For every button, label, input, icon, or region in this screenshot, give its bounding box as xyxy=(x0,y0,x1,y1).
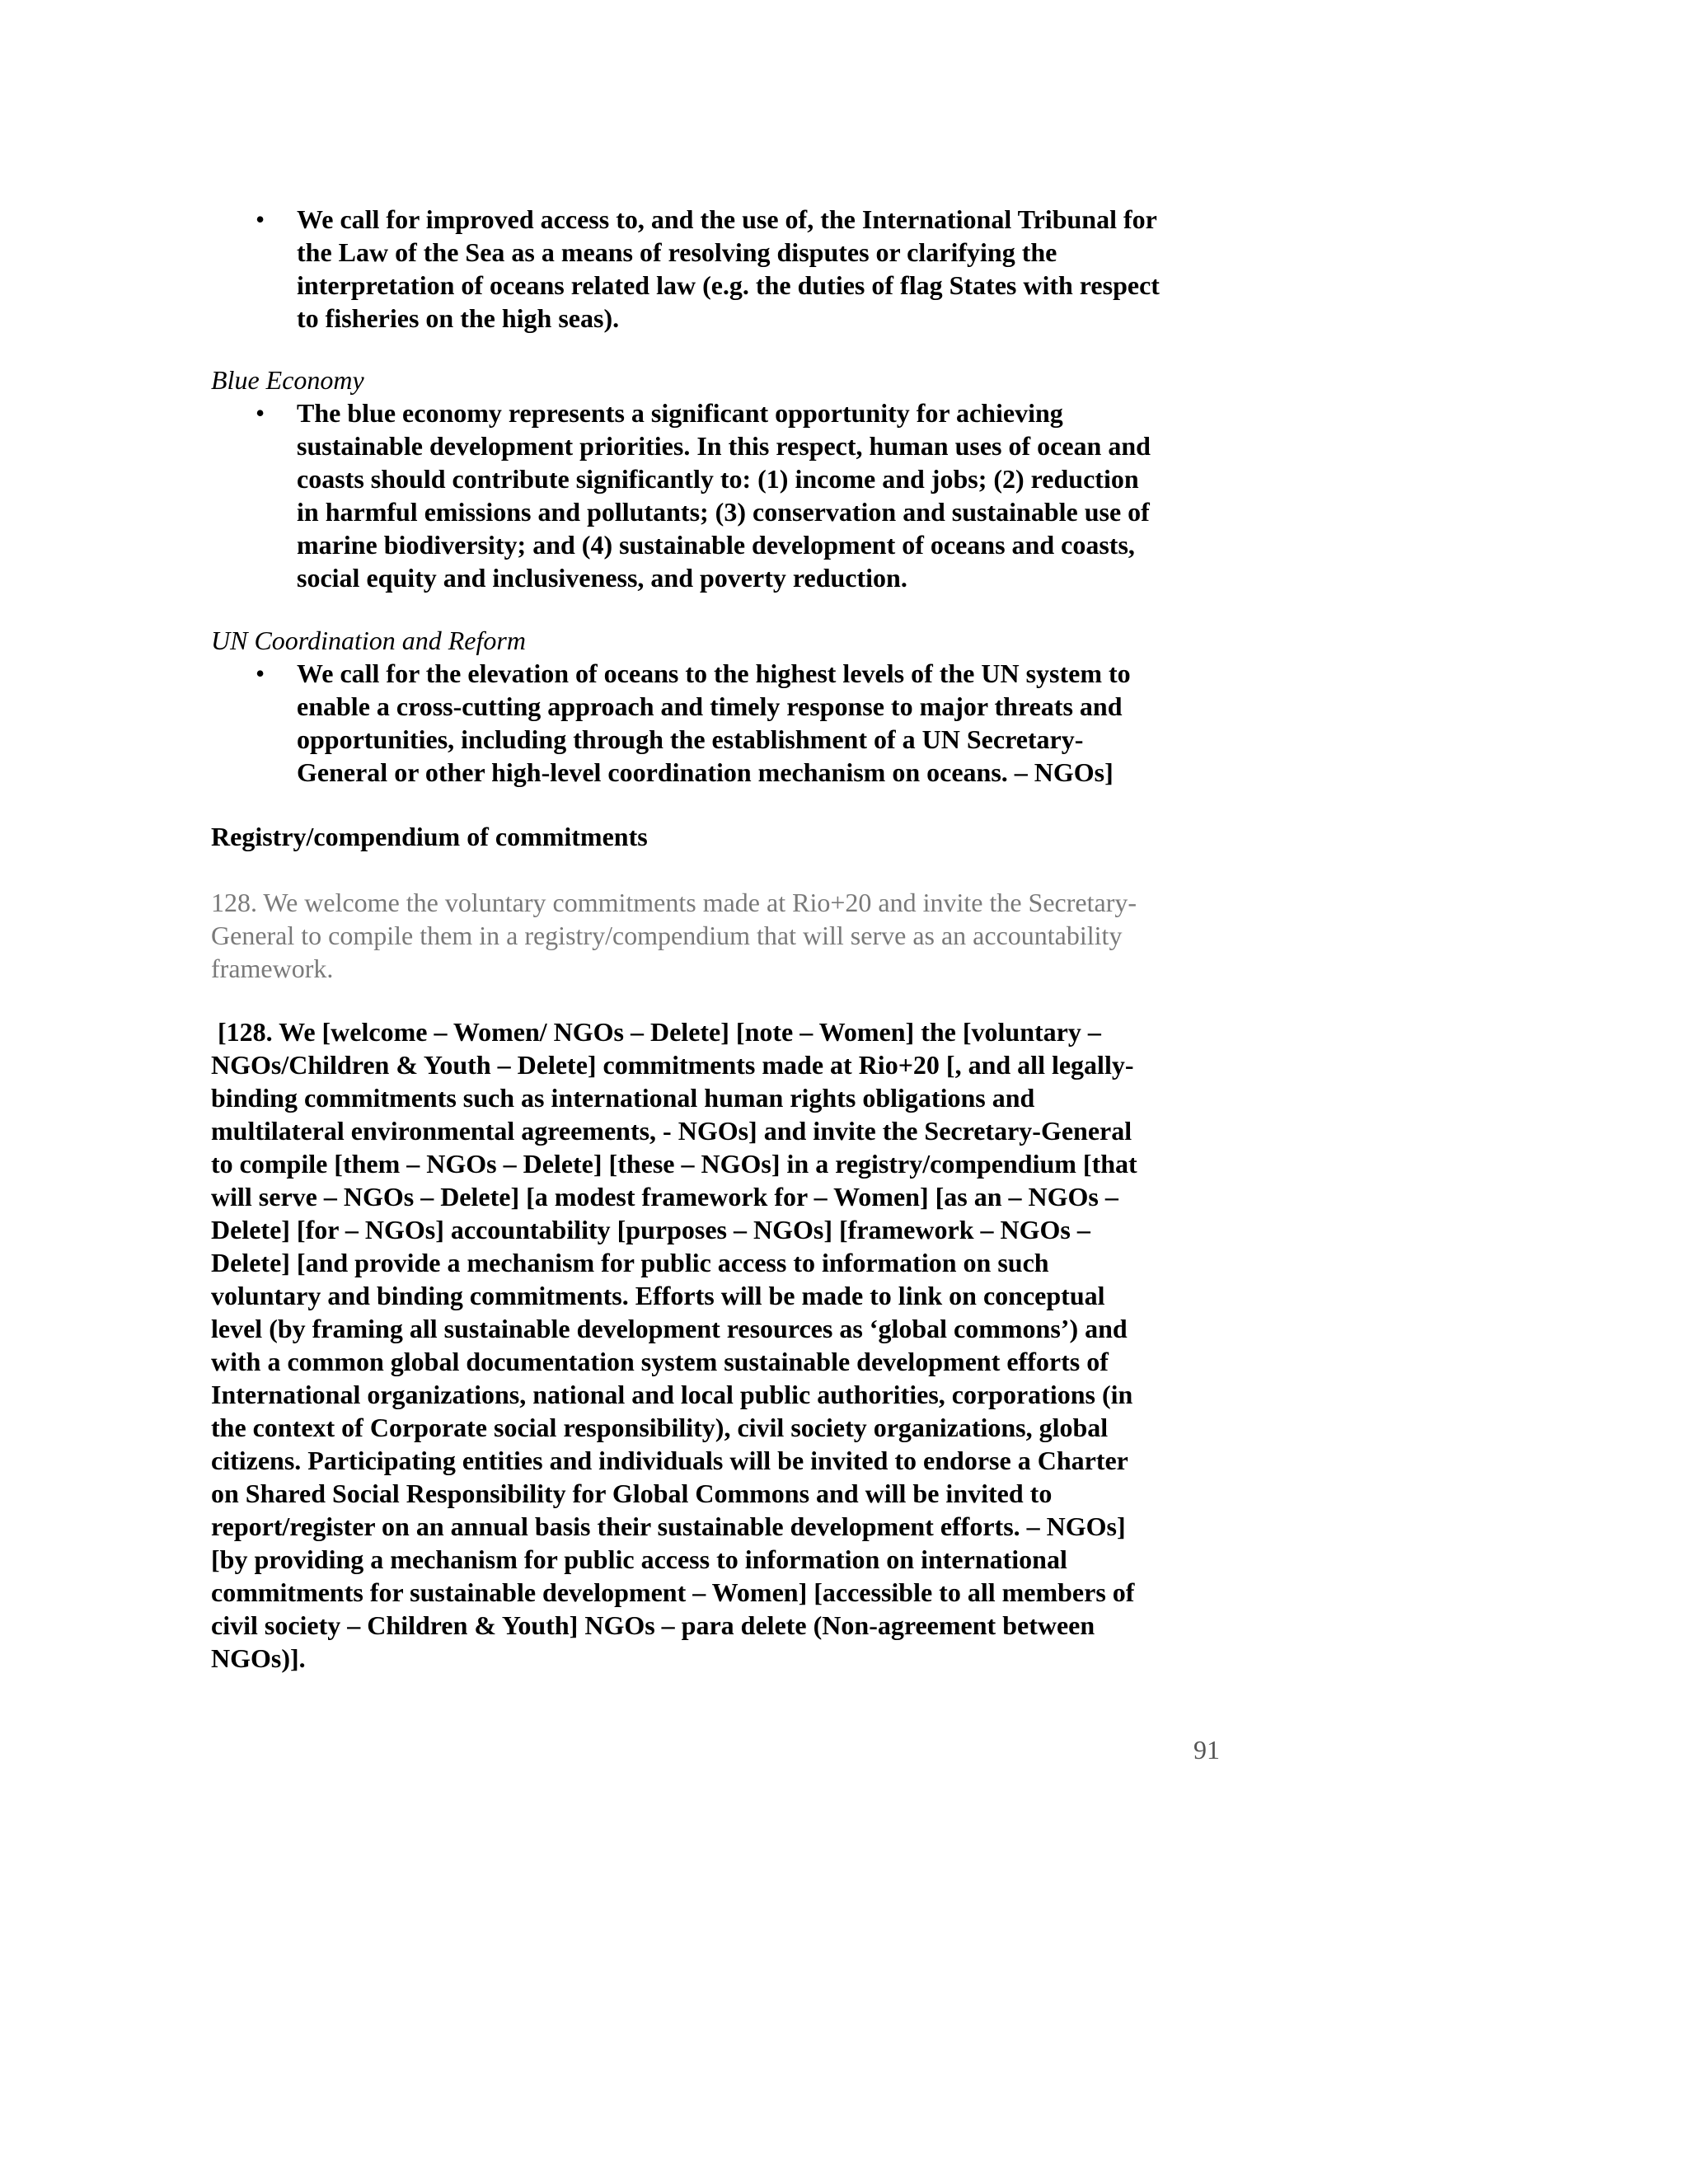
text-line: sustainable development priorities. In this respect, human uses of ocean and xyxy=(297,431,1151,461)
blue-economy-bullet-list xyxy=(249,396,1238,594)
un-coordination-bullet-list xyxy=(249,657,1238,789)
bullet-icon: • xyxy=(256,658,265,688)
bullet-icon: • xyxy=(256,204,265,234)
text-line: will serve – NGOs – Delete] [a modest framework for – Women] [as an – NGOs – xyxy=(211,1182,1118,1212)
para-128-original xyxy=(211,886,1233,985)
text-line: [by providing a mechanism for public access to information on international xyxy=(211,1544,1067,1574)
text-line: General or other high-level coordination mechanism on oceans. – NGOs] xyxy=(297,757,1114,787)
text-line: voluntary and binding commitments. Efforts will be made to link on conceptual xyxy=(211,1281,1105,1310)
text-line: Delete] [and provide a mechanism for public access to information on such xyxy=(211,1248,1049,1277)
text-line: level (by framing all sustainable development resources as ‘global commons’) and xyxy=(211,1314,1128,1343)
text-line: General to compile them in a registry/compendium that will serve as an accountability xyxy=(211,921,1123,950)
text-line: We call for improved access to, and the use of, the International Tribunal for xyxy=(297,204,1157,234)
text-line: commitments for sustainable development – Women] [accessible to all members of xyxy=(211,1577,1135,1607)
text-line: NGOs)]. xyxy=(211,1643,306,1673)
text-line: NGOs/Children & Youth – Delete] commitments made at Rio+20 [, and all legally- xyxy=(211,1050,1134,1080)
text-line: framework. xyxy=(211,954,334,983)
text-line: report/register on an annual basis their sustainable development efforts. – NGOs] xyxy=(211,1511,1126,1541)
itlos-bullet-item xyxy=(249,203,1238,335)
text-line: on Shared Social Responsibility for Global Commons and will be invited to xyxy=(211,1479,1053,1508)
para-128-amended xyxy=(211,1015,1241,1675)
page-number: 91 xyxy=(1193,1735,1220,1765)
text-line: opportunities, including through the establishment of a UN Secretary- xyxy=(297,724,1084,754)
bullet-icon: • xyxy=(256,398,265,428)
itlos-bullet-list xyxy=(249,203,1238,335)
text-line: The blue economy represents a significant opportunity for achieving xyxy=(297,398,1063,428)
text-line: multilateral environmental agreements, - NGOs] and invite the Secretary-General xyxy=(211,1116,1132,1146)
text-line: social equity and inclusiveness, and poverty reduction. xyxy=(297,563,907,593)
un-coordination-heading: UN Coordination and Reform xyxy=(211,626,526,655)
text-line: Delete] [for – NGOs] accountability [purposes – NGOs] [framework – NGOs – xyxy=(211,1215,1090,1244)
text-line: in harmful emissions and pollutants; (3) conservation and sustainable use of xyxy=(297,497,1150,527)
blue-economy-heading: Blue Economy xyxy=(211,365,364,395)
text-line: the Law of the Sea as a means of resolving disputes or clarifying the xyxy=(297,237,1057,267)
text-line: 128. We welcome the voluntary commitments made at Rio+20 and invite the Secretary- xyxy=(211,888,1137,917)
blue-economy-bullet-item xyxy=(249,396,1238,594)
text-line: marine biodiversity; and (4) sustainable development of oceans and coasts, xyxy=(297,530,1135,560)
text-line: enable a cross-cutting approach and timely response to major threats and xyxy=(297,691,1123,721)
text-line: to compile [them – NGOs – Delete] [these – NGOs] in a registry/compendium [that xyxy=(211,1149,1137,1179)
text-line: International organizations, national and local public authorities, corporations (in xyxy=(211,1380,1133,1409)
text-line: We call for the elevation of oceans to the highest levels of the UN system to xyxy=(297,658,1131,688)
text-line: binding commitments such as international human rights obligations and xyxy=(211,1083,1035,1113)
text-line: the context of Corporate social responsibility), civil society organizations, global xyxy=(211,1413,1109,1442)
text-line: coasts should contribute significantly to: (1) income and jobs; (2) reduction xyxy=(297,464,1139,494)
text-line: with a common global documentation system sustainable development efforts of xyxy=(211,1347,1109,1376)
un-coordination-bullet-item xyxy=(249,657,1238,789)
text-line: civil society – Children & Youth] NGOs – para delete (Non-agreement between xyxy=(211,1610,1095,1640)
text-line: interpretation of oceans related law (e.g. the duties of flag States with respect xyxy=(297,270,1160,300)
text-line: to fisheries on the high seas). xyxy=(297,303,620,333)
text-line: citizens. Participating entities and individuals will be invited to endorse a Charter xyxy=(211,1446,1128,1475)
registry-heading: Registry/compendium of commitments xyxy=(211,822,648,851)
text-line: [128. We [welcome – Women/ NGOs – Delete] [note – Women] the [voluntary – xyxy=(211,1017,1101,1047)
